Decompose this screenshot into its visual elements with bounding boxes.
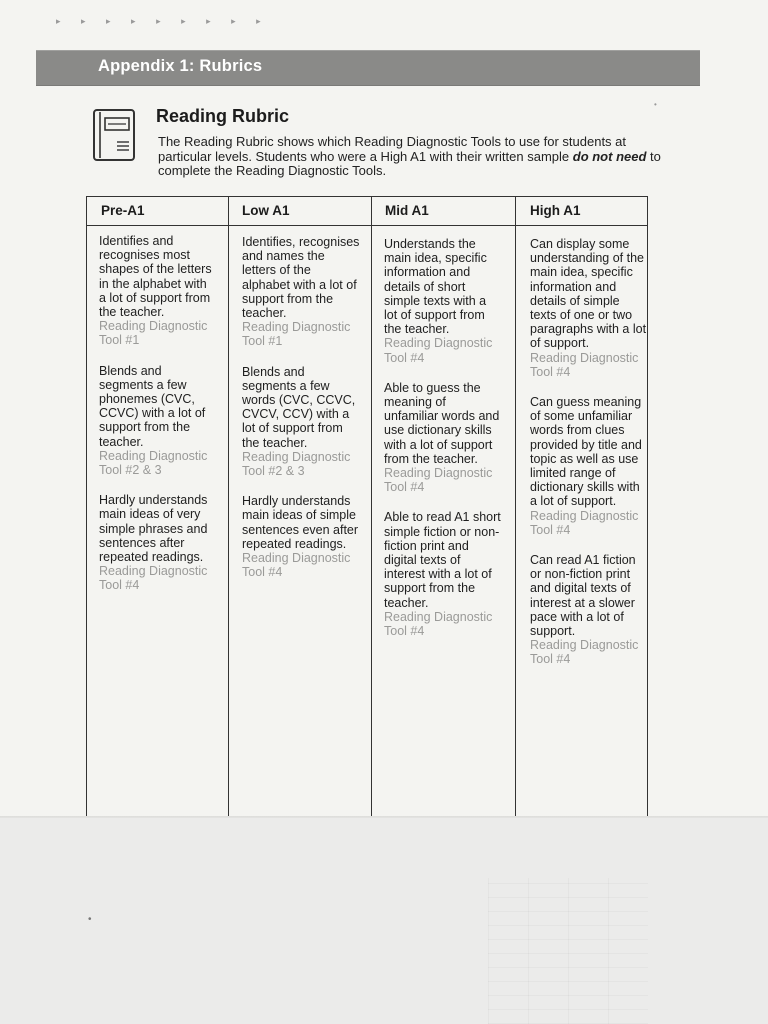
diagnostic-tool-ref: Reading Diagnostic Tool #2 & 3	[99, 448, 208, 478]
rubric-entry	[99, 234, 217, 348]
column-divider	[228, 197, 229, 816]
rubric-entry	[242, 365, 360, 479]
diagnostic-tool-ref: Reading Diagnostic Tool #4	[384, 336, 493, 365]
section-title: Reading Rubric	[156, 106, 290, 126]
column-low-a1	[242, 235, 360, 595]
decorative-arrows: ▸ ▸ ▸ ▸ ▸ ▸ ▸ ▸ ▸	[56, 16, 270, 26]
intro-emphasis: do not need	[572, 148, 647, 164]
column-header-mid-a1: Mid A1	[385, 203, 429, 218]
rubric-entry	[99, 364, 217, 478]
diagnostic-tool-ref: Reading Diagnostic Tool #1	[99, 319, 208, 348]
rubric-entry	[384, 510, 502, 638]
diagnostic-tool-ref: Reading Diagnostic Tool #4	[530, 350, 639, 379]
diagnostic-tool-ref: Reading Diagnostic Tool #4	[242, 551, 351, 580]
rubric-entry	[530, 395, 648, 537]
appendix-title: Appendix 1: Rubrics	[98, 57, 263, 75]
column-header-high-a1: High A1	[530, 203, 581, 218]
column-header-pre-a1: Pre-A1	[101, 203, 145, 218]
column-header-low-a1: Low A1	[242, 203, 290, 218]
descriptor-text: Understands the main idea, specific information and details of short simple texts with a lot of support from the teacher.	[384, 237, 487, 337]
faint-grid-texture	[488, 878, 648, 1024]
descriptor-text: Can read A1 fiction or non-fiction print and digital texts of interest at a slower pace with a lot of support.	[530, 553, 636, 639]
column-pre-a1	[99, 234, 217, 609]
rubric-entry	[242, 235, 360, 349]
descriptor-text: Blends and segments a few words (CVC, CCVC, CVCV, CCV) with a lot of support from the teacher.	[242, 364, 356, 450]
descriptor-text: Identifies, recognises and names the letters of the alphabet with a lot of support from the teacher.	[242, 235, 360, 321]
descriptor-text: Hardly understands main ideas of simple sentences even after repeated readings.	[242, 494, 359, 551]
appendix-banner	[36, 50, 700, 86]
rubric-entry	[384, 237, 502, 365]
intro-text-part-1: The Reading Rubric shows which Reading Diagnostic Tools to use for students at particular levels. Students who were a High A1 with their written sample	[158, 134, 627, 164]
descriptor-text: Able to read A1 short simple fiction or non-fiction print and digital texts of interest with a lot of support from the teacher.	[384, 510, 501, 610]
column-high-a1	[530, 237, 648, 683]
rubric-entry	[99, 493, 217, 592]
diagnostic-tool-ref: Reading Diagnostic Tool #4	[530, 638, 639, 667]
header-divider	[87, 225, 647, 226]
column-divider	[371, 197, 372, 816]
intro-paragraph	[158, 135, 678, 179]
paper-speck: •	[88, 914, 92, 925]
descriptor-text: Blends and segments a few phonemes (CVC, CCVC) with a lot of support from the teacher.	[99, 363, 206, 449]
descriptor-text: Able to guess the meaning of unfamiliar words and use dictionary skills with a lot of support from the teacher.	[384, 380, 500, 466]
column-divider	[515, 197, 516, 816]
diagnostic-tool-ref: Reading Diagnostic Tool #4	[384, 609, 493, 639]
rubric-entry	[384, 381, 502, 495]
diagnostic-tool-ref: Reading Diagnostic Tool #4	[530, 508, 639, 537]
descriptor-text: Can display some understanding of the main idea, specific information and details of simple texts of one or two paragraphs with a lot of support.	[530, 237, 647, 351]
diagnostic-tool-ref: Reading Diagnostic Tool #4	[99, 564, 208, 593]
column-mid-a1	[384, 237, 502, 654]
intro-text-part-2: to complete the Reading Diagnostic Tools.	[158, 148, 661, 178]
book-icon	[90, 108, 138, 162]
diagnostic-tool-ref: Reading Diagnostic Tool #4	[384, 466, 493, 495]
diagnostic-tool-ref: Reading Diagnostic Tool #1	[242, 320, 351, 349]
rubric-entry	[530, 553, 648, 667]
descriptor-text: Identifies and recognises most shapes of the letters in the alphabet with a lot of support from the teacher.	[99, 234, 212, 320]
diagnostic-tool-ref: Reading Diagnostic Tool #2 & 3	[242, 449, 351, 479]
rubric-table	[86, 196, 648, 816]
rubric-entry	[530, 237, 648, 379]
lower-background	[0, 818, 768, 1024]
paper-speck: •	[654, 100, 657, 109]
descriptor-text: Can guess meaning of some unfamiliar words from clues provided by title and topic as well as use limited range of dictionary skills with a lot of support.	[530, 395, 642, 509]
descriptor-text: Hardly understands main ideas of very simple phrases and sentences after repeated readings.	[99, 493, 208, 565]
rubric-entry	[242, 494, 360, 579]
